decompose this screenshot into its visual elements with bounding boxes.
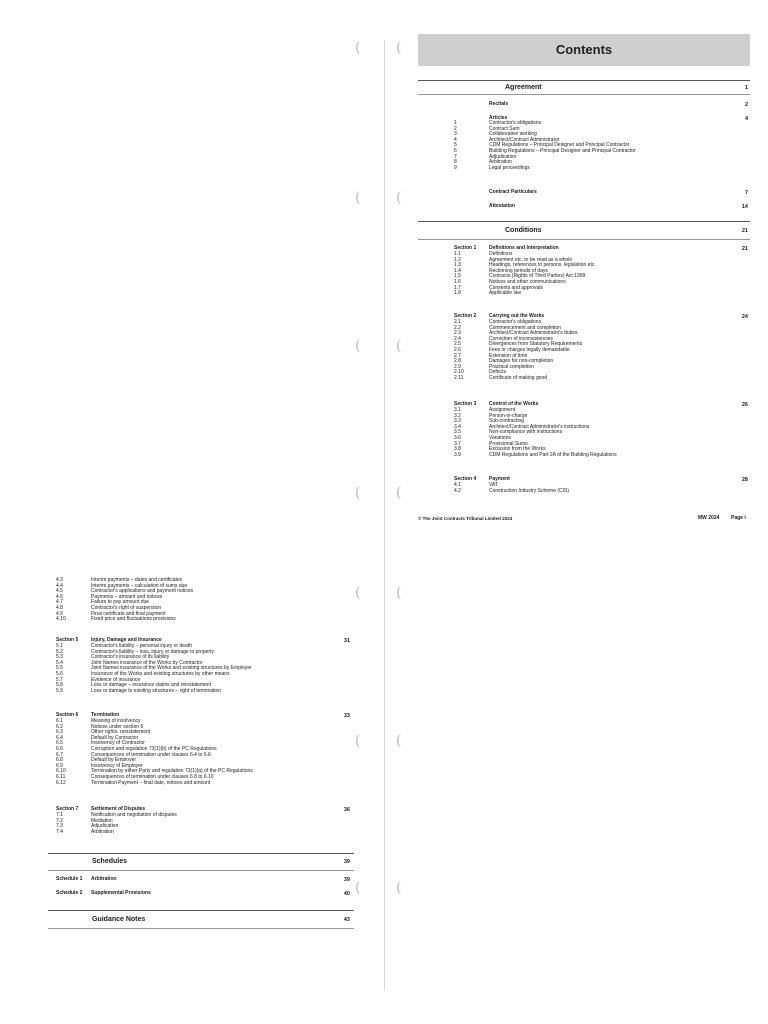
list-item-number: 6.1 [56,718,63,724]
section-items [489,408,617,458]
list-item: Defects [489,369,506,376]
list-item-number: 3.1 [454,407,461,413]
section-items [91,813,177,835]
list-item-number: 6.3 [56,729,63,736]
attestation-label: Attestation [489,203,516,209]
list-item: Default by Employer [91,757,137,764]
list-item: Headings, references to persons, legislation etc. [489,262,596,269]
copyright-notice: © The Joint Contracts Tribunal Limited 2024 [418,516,513,521]
list-item: Commencement and completion [489,324,561,331]
list-item-number: 4 [454,136,457,143]
agreement-page: 1 [744,85,748,91]
conditions-heading: Conditions [505,227,542,234]
list-item-number: 2.6 [454,346,461,353]
list-item: Joint Names insurance of the Works by Contractor [91,659,203,666]
section-numbers [56,578,66,623]
list-item-number: 5.7 [56,676,63,683]
section-page: 31 [343,638,350,644]
list-item: Fees or charges legally demandable [489,346,570,353]
list-item: Adjudication [91,823,119,830]
list-item-number: 3.5 [454,429,461,436]
list-item-number: 2.1 [454,319,461,325]
list-item: Notification and negotiation of disputes [91,812,177,818]
list-item: Insolvency of Employer [91,762,143,769]
binder-hole-mark: ( [396,40,402,56]
schedules-page: 39 [343,859,350,865]
list-item-number: 3.7 [454,440,461,447]
list-item-number: 1.5 [454,273,461,280]
binder-hole-mark: ( [396,585,402,601]
list-item: Meaning of insolvency [91,718,141,724]
list-item: Insurance of the Works and existing structures by other means [91,670,230,677]
list-item-number: 1.8 [454,290,461,297]
list-item: Default by Contractor [91,734,139,741]
list-item-number: 5.4 [56,659,63,666]
divider [418,221,750,222]
list-item-number: 1.4 [454,267,461,274]
list-item-number: 4.9 [56,610,63,617]
contract-particulars-page: 7 [744,190,748,196]
section-label: Section 2 [454,313,477,319]
list-item: Consents and approvals [489,284,543,291]
list-item: Termination Payment – final date, notices and amount [91,779,211,786]
recitals-label: Recitals [489,101,509,107]
list-item-number: 6.10 [56,768,66,775]
document-reference: MW 2024 [698,515,720,521]
divider [48,910,354,911]
list-item: Contractor's obligations [489,120,542,126]
list-item: Consequences of termination under clauses 6.4 to 6.6 [91,751,211,758]
list-item: Variations [489,434,511,441]
contents-header-band [418,34,750,66]
list-item-number: 6 [454,147,457,154]
list-item-number: 4.1 [454,482,461,488]
schedules-heading: Schedules [92,858,128,865]
list-item-number: 2 [454,125,457,132]
divider [418,80,750,81]
binder-hole-mark: ( [396,733,402,749]
list-item-number: 5.8 [56,682,63,689]
list-item-number: 7.4 [56,828,63,835]
list-item: Mediation [91,817,113,824]
list-item-number: 7.3 [56,823,63,830]
list-item: Arbitration [489,159,512,166]
articles-page: 4 [744,116,748,122]
binder-hole-mark: ( [355,880,361,896]
list-item: Practical completion [489,363,534,370]
list-item-number: 2.8 [454,358,461,365]
list-item: Person-in-charge [489,412,528,419]
page-number: Page i [731,515,746,521]
list-item: Extension of time [489,352,528,359]
list-item: Interim payments – dates and certificates [91,577,183,583]
list-item-number: 8 [454,159,457,166]
list-item-number: 1 [454,120,457,126]
list-item-number: 3.9 [454,451,461,458]
list-item: Insolvency of Contractor [91,740,145,747]
list-item: Agreement etc. to be read as a whole [489,256,573,263]
section-numbers [56,719,66,786]
list-item-number: 4.5 [56,588,63,595]
list-item: Evidence of insurance [91,676,141,683]
section-page: 33 [343,713,350,719]
list-item: Exclusion from the Works [489,446,546,453]
section-items [489,483,569,494]
list-item: Payments – amount and notices [91,593,163,600]
articles-label: Articles [489,115,508,121]
list-item: Divergences from Statutory Requirements [489,341,583,348]
list-item: Consequences of termination under clauses 6.8 to 6.10 [91,773,214,780]
schedule-label: Schedule 2 [56,890,83,896]
list-item-number: 4.10 [56,616,66,623]
list-item-number: 2.9 [454,363,461,370]
list-item-number: 6.4 [56,734,63,741]
articles-titles [489,121,636,171]
list-item: Contractor's applications and payment notices [91,588,194,595]
list-item: Final certificate and final payment [91,610,166,617]
list-item: Interim payments – calculation of sums due [91,582,188,589]
list-item: Assignment [489,407,516,413]
list-item: Contractor's liability – personal injury or death [91,643,193,649]
list-item-number: 2.10 [454,369,464,376]
list-item-number: 5.2 [56,648,63,655]
schedule-label: Schedule 1 [56,876,83,882]
binder-hole-mark: ( [355,190,361,206]
list-item-number: 6.12 [56,779,66,786]
section-title: Payment [489,476,510,482]
section-page: 24 [741,314,748,320]
divider [418,94,750,95]
section-numbers [454,252,461,297]
list-item: Contract Sum [489,125,520,132]
list-item: VAT [489,482,498,488]
list-item: Correction of inconsistencies [489,335,553,342]
list-item: Contractor's obligations [489,319,542,325]
list-item-number: 1.1 [454,251,461,257]
page-title: Contents [555,42,613,57]
contract-particulars-label: Contract Particulars [489,189,537,195]
list-item-number: 4.4 [56,582,63,589]
list-item-number: 6.9 [56,762,63,769]
list-item-number: 2.11 [454,374,464,381]
binder-hole-mark: ( [396,880,402,896]
list-item-number: 3.3 [454,418,461,425]
list-item: Definitions [489,251,513,257]
list-item: Fixed price and fluctuations provisions [91,616,176,623]
list-item-number: 6.11 [56,773,66,780]
divider [48,853,354,854]
list-item: Collaborative working [489,131,537,138]
list-item-number: 7.1 [56,812,63,818]
list-item-number: 6.5 [56,740,63,747]
attestation-page: 14 [741,204,748,210]
list-item-number: 2.5 [454,341,461,348]
list-item: Reckoning periods of days [489,267,548,274]
list-item-number: 4.8 [56,604,63,611]
divider [48,870,354,871]
list-item-number: 5.3 [56,654,63,661]
binder-hole-mark: ( [355,485,361,501]
section-title: Definitions and Interpretation [489,245,559,251]
section-items [489,252,596,297]
list-item: Contractor's liability – loss, injury or damage to property [91,648,214,655]
agreement-heading: Agreement [505,84,542,91]
section-numbers [454,483,461,494]
section-label: Section 5 [56,637,79,643]
list-item: Other rights, reinstatement [91,729,151,736]
section-label: Section 4 [454,476,477,482]
list-item: Failure to pay amount due [91,599,150,606]
section-numbers [56,813,63,835]
section-page: 21 [741,246,748,252]
section-numbers [454,408,461,458]
section-numbers [454,320,464,382]
divider [418,239,750,240]
list-item-number: 2.3 [454,330,461,337]
list-item: CDM Regulations – Principal Designer and Principal Contractor [489,142,630,149]
list-item-number: 3 [454,131,457,138]
list-item: Arbitration [91,828,114,835]
list-item-number: 3.6 [454,434,461,441]
list-item-number: 2.4 [454,335,461,342]
list-item: Sub-contracting [489,418,525,425]
section-items [91,578,193,623]
list-item: Loss or damage – insurance claims and reinstatement [91,682,212,689]
divider [48,928,354,929]
list-item: Provisional Sums [489,440,528,447]
list-item-number: 2.2 [454,324,461,331]
list-item-number: 3.4 [454,423,461,430]
list-item-number: 6.7 [56,751,63,758]
section-title: Carrying out the Works [489,313,545,319]
binder-hole-mark: ( [355,733,361,749]
fold-line [384,40,385,990]
list-item: Termination by either Party and regulation 73(1)(a) of the PC Regulations [91,768,253,775]
list-item-number: 3.2 [454,412,461,419]
schedule-page: 39 [343,877,350,883]
list-item: Loss or damage to existing structures – right of termination [91,687,222,694]
section-title: Injury, Damage and Insurance [91,637,162,643]
section-title: Control of the Works [489,401,539,407]
list-item-number: 6.6 [56,745,63,752]
binder-hole-mark: ( [396,190,402,206]
list-item: Adjudication [489,153,517,160]
list-item: Notices under section 6 [91,723,144,730]
list-item-number: 5.5 [56,665,63,672]
list-item-number: 4.3 [56,577,63,583]
list-item-number: 5.9 [56,687,63,694]
section-title: Settlement of Disputes [91,806,146,812]
schedule-title: Supplemental Provisions [91,890,151,896]
conditions-page: 21 [741,228,748,234]
binder-hole-mark: ( [355,585,361,601]
list-item: Notices and other communications [489,278,566,285]
section-items [489,320,582,382]
list-item-number: 9 [454,164,457,171]
section-items [91,644,252,694]
list-item: Building Regulations – Principal Designer and Principal Contractor [489,147,636,154]
list-item-number: 1.6 [454,278,461,285]
list-item: Damages for non-completion [489,358,554,365]
section-page: 26 [741,402,748,408]
list-item-number: 1.2 [454,256,461,263]
section-label: Section 3 [454,401,477,407]
list-item: Non-compliance with instructions [489,429,563,436]
list-item-number: 5 [454,142,457,149]
list-item-number: 5.1 [56,643,63,649]
guidance-notes-page: 43 [343,917,350,923]
list-item: Contracts (Rights of Third Parties) Act 1999 [489,273,586,280]
list-item-number: 1.7 [454,284,461,291]
articles-numbers [454,121,457,171]
list-item: Construction Industry Scheme (CIS) [489,487,570,494]
list-item-number: 1.3 [454,262,461,269]
section-page: 28 [741,477,748,483]
list-item: Contractor's right of suspension [91,604,162,611]
list-item: Architect/Contract Administrator's instructions [489,423,590,430]
list-item: Legal proceedings [489,164,530,171]
list-item: CDM Regulations and Part 2A of the Building Regulations [489,451,617,458]
binder-hole-mark: ( [355,40,361,56]
section-page: 36 [343,807,350,813]
list-item: Architect/Contract Administrator's duties [489,330,578,337]
list-item: Contractor's insurance of its liability [91,654,170,661]
section-items [91,719,253,786]
list-item-number: 7 [454,153,457,160]
section-label: Section 7 [56,806,79,812]
list-item: Applicable law [489,290,521,297]
list-item: Architect/Contract Administrator [489,136,560,143]
list-item: Certificate of making good [489,374,548,381]
list-item: Joint Names insurance of the Works and existing structures by Employer [91,665,252,672]
list-item-number: 6.2 [56,723,63,730]
schedule-page: 40 [343,891,350,897]
binder-hole-mark: ( [396,485,402,501]
list-item-number: 2.7 [454,352,461,359]
section-title: Termination [91,712,120,718]
list-item-number: 4.6 [56,593,63,600]
section-label: Section 1 [454,245,477,251]
section-label: Section 6 [56,712,79,718]
list-item-number: 7.2 [56,817,63,824]
schedule-title: Arbitration [91,876,117,882]
list-item-number: 6.8 [56,757,63,764]
guidance-notes-heading: Guidance Notes [92,916,146,923]
list-item-number: 4.2 [454,487,461,494]
recitals-page: 2 [744,102,748,108]
list-item-number: 3.8 [454,446,461,453]
binder-hole-mark: ( [355,338,361,354]
list-item-number: 5.6 [56,670,63,677]
binder-hole-mark: ( [396,338,402,354]
list-item: Corruption and regulation 73(1)(b) of the PC Regulations [91,745,217,752]
section-numbers [56,644,63,694]
list-item-number: 4.7 [56,599,63,606]
